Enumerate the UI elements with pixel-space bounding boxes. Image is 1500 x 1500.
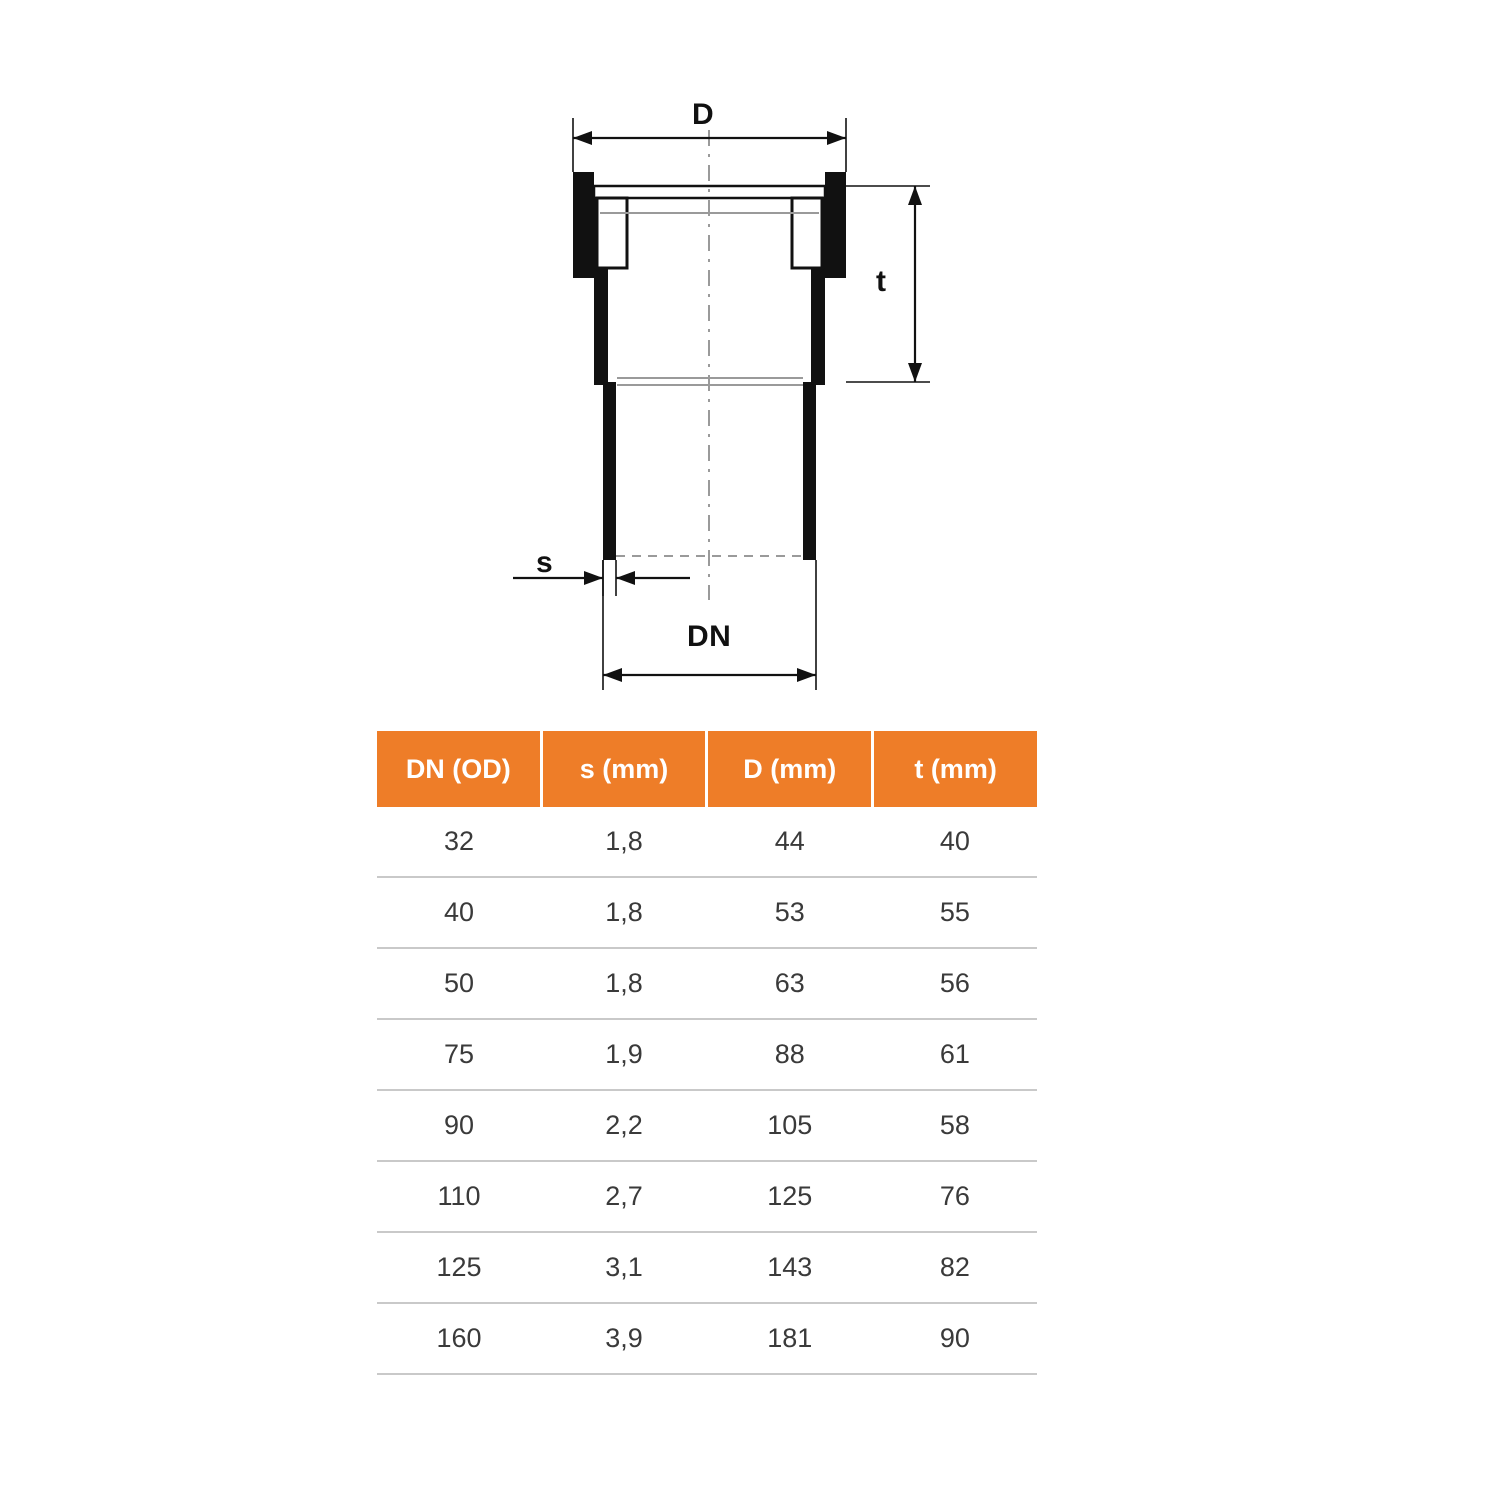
cell-t: 90 (873, 1303, 1037, 1374)
cell-s: 1,8 (541, 948, 707, 1019)
cell-dn: 40 (377, 877, 541, 948)
table-header (377, 731, 1037, 807)
cell-s: 1,9 (541, 1019, 707, 1090)
cell-t: 82 (873, 1232, 1037, 1303)
table-row (377, 807, 1037, 877)
cell-dn: 110 (377, 1161, 541, 1232)
cell-d: 105 (707, 1090, 873, 1161)
table-row (377, 877, 1037, 948)
cell-s: 1,8 (541, 877, 707, 948)
cell-d: 63 (707, 948, 873, 1019)
table-body (377, 807, 1037, 1374)
cell-d: 125 (707, 1161, 873, 1232)
table-row (377, 1019, 1037, 1090)
cell-t: 55 (873, 877, 1037, 948)
cell-d: 53 (707, 877, 873, 948)
table-row (377, 1090, 1037, 1161)
dimension-t (908, 186, 922, 382)
cell-dn: 75 (377, 1019, 541, 1090)
table-header-dn: DN (OD) (377, 731, 541, 807)
cell-s: 2,2 (541, 1090, 707, 1161)
cell-d: 44 (707, 807, 873, 877)
cell-s: 2,7 (541, 1161, 707, 1232)
pipe-drawing-svg (0, 0, 1500, 710)
cell-s: 3,9 (541, 1303, 707, 1374)
table-header-d: D (mm) (707, 731, 873, 807)
cell-d: 88 (707, 1019, 873, 1090)
cell-s: 1,8 (541, 807, 707, 877)
cell-d: 181 (707, 1303, 873, 1374)
dimension-table (377, 731, 1037, 1375)
dimension-label-s: s (536, 546, 554, 579)
pipe-technical-drawing (0, 0, 1500, 710)
cell-d: 143 (707, 1232, 873, 1303)
cell-dn: 160 (377, 1303, 541, 1374)
cell-t: 40 (873, 807, 1037, 877)
table-row (377, 1232, 1037, 1303)
cell-dn: 32 (377, 807, 541, 877)
dimension-label-D: D (692, 98, 715, 131)
cell-dn: 125 (377, 1232, 541, 1303)
cell-t: 76 (873, 1161, 1037, 1232)
cell-dn: 50 (377, 948, 541, 1019)
cell-t: 61 (873, 1019, 1037, 1090)
table-header-t: t (mm) (873, 731, 1037, 807)
dimension-label-DN: DN (687, 620, 732, 653)
cell-s: 3,1 (541, 1232, 707, 1303)
dimension-label-t: t (876, 265, 887, 298)
cell-t: 56 (873, 948, 1037, 1019)
cell-t: 58 (873, 1090, 1037, 1161)
dimension-DN (603, 668, 816, 682)
table-row (377, 948, 1037, 1019)
table-row (377, 1303, 1037, 1374)
table-row (377, 1161, 1037, 1232)
table-header-s: s (mm) (541, 731, 707, 807)
cell-dn: 90 (377, 1090, 541, 1161)
table-header-row (377, 731, 1037, 807)
